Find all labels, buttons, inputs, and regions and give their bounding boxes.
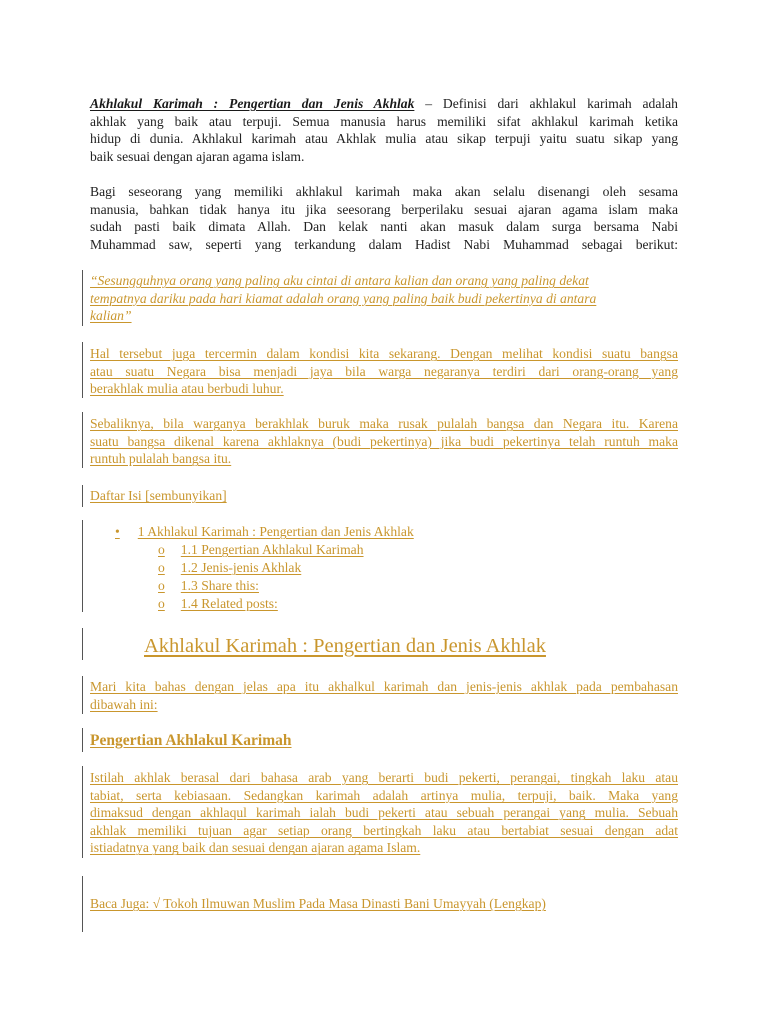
intro-line-3: hidup di dunia. Akhlakul karimah atau Akhlak mulia atau sikap terpuji yaitu suatu sikap yang: [90, 131, 678, 147]
toc-main-item-label[interactable]: 1 Akhlakul Karimah : Pengertian dan Jenis Akhlak: [137, 524, 414, 539]
intro-line-2: akhlak yang baik atau terpuji. Semua manusia harus memiliki sifat akhlakul karimah ketika: [90, 113, 678, 129]
toc-sub-item-label[interactable]: 1.1 Pengertian Akhlakul Karimah: [180, 542, 364, 557]
para3-left-bar: [82, 342, 83, 398]
toc-sub-marker: o: [158, 542, 165, 557]
toc-list-bar: [82, 520, 83, 612]
toc-sub-item-2[interactable]: [158, 559, 301, 577]
quote-line-1[interactable]: “Sesungguhnya orang yang paling aku cintai di antara kalian dan orang yang paling dekat: [90, 273, 589, 288]
toc-sub-marker: o: [158, 578, 165, 593]
paragraph-4[interactable]: [90, 415, 678, 468]
toc-sub-item-1[interactable]: [158, 541, 364, 559]
section-heading[interactable]: Akhlakul Karimah : Pengertian dan Jenis Akhlak: [144, 635, 546, 657]
para6-left-bar: [82, 766, 83, 858]
toc-bullet: •: [115, 524, 120, 539]
p4-line-3[interactable]: runtuh pulalah bangsa itu.: [90, 451, 232, 467]
quote-left-bar: [82, 270, 83, 326]
intro-title: Akhlakul Karimah : Pengertian dan Jenis Akhlak: [90, 96, 415, 111]
toc-sub-item-3[interactable]: [158, 577, 259, 595]
p2-line-3: sudah pasti baik dimata Allah. Dan kelak nanti akan masuk dalam surga bersama Nabi: [90, 219, 678, 235]
p6-line-3[interactable]: dimaksud dengan akhlaqul karimah ialah budi pekerti atau sebuah perangai yang mulia. Sebuah: [90, 805, 678, 821]
toc-header[interactable]: Daftar Isi [sembunyikan]: [90, 488, 227, 503]
subsection-heading[interactable]: Pengertian Akhlakul Karimah: [90, 732, 292, 749]
intro-paragraph: [90, 95, 678, 165]
toc-sub-item-label[interactable]: 1.3 Share this:: [180, 578, 259, 593]
toc-sub-item-4[interactable]: [158, 595, 278, 613]
toc-sub-marker: o: [158, 560, 165, 575]
p6-line-1[interactable]: Istilah akhlak berasal dari bahasa arab yang berarti budi pekerti, perangai, tingkah laku atau: [90, 770, 678, 785]
paragraph-6[interactable]: [90, 769, 678, 857]
p5-line-1[interactable]: Mari kita bahas dengan jelas apa itu akhalkul karimah dan jenis-jenis akhlak pada pembahasan: [90, 679, 678, 694]
para5-left-bar: [82, 676, 83, 714]
p3-line-3[interactable]: berakhlak mulia atau berbudi luhur.: [90, 381, 284, 397]
hadith-quote[interactable]: [90, 272, 678, 325]
baca-juga-link[interactable]: Baca Juga: √ Tokoh Ilmuwan Muslim Pada Masa Dinasti Bani Umayyah (Lengkap): [90, 896, 546, 911]
p2-line-2: manusia, bahkan tidak hanya itu jika seesorang berperilaku sesuai ajaran agama islam maka: [90, 201, 678, 217]
paragraph-5[interactable]: [90, 678, 678, 713]
para4-left-bar: [82, 412, 83, 468]
quote-line-2[interactable]: tempatnya dariku pada hari kiamat adalah orang yang paling baik budi pekertinya di antara: [90, 290, 597, 306]
toc-header-bar: [82, 485, 83, 507]
p4-line-2[interactable]: suatu bangsa dikenal karena akhlaknya (budi pekertinya) jika budi pekertinya telah runtuh maka: [90, 433, 678, 449]
p6-line-2[interactable]: tabiat, serta kebiasaan. Sedangkan karimah adalah artinya mulia, terpuji, baik. Maka yang: [90, 787, 678, 803]
p6-line-4[interactable]: akhlak memiliki tujuan agar setiap orang bertingkah laku atau bertabiat sesuai dengan adat: [90, 822, 678, 838]
p5-line-2[interactable]: dibawah ini:: [90, 696, 158, 712]
p6-line-5[interactable]: istiadatnya yang baik dan sesuai dengan ajaran agama Islam.: [90, 840, 421, 856]
intro-line-1: [90, 95, 678, 113]
paragraph-3[interactable]: [90, 345, 678, 398]
baca-juga-bar: [82, 876, 83, 932]
p2-line-4: Muhammad saw, seperti yang terkandung dalam Hadist Nabi Muhammad sebagai berikut:: [90, 236, 678, 252]
heading3-bar: [82, 728, 83, 752]
intro-dash: –: [414, 96, 433, 111]
heading2-bar: [82, 628, 83, 660]
toc-sub-marker: o: [158, 596, 165, 611]
paragraph-2: [90, 183, 678, 253]
toc-sub-item-label[interactable]: 1.2 Jenis-jenis Akhlak: [180, 560, 302, 575]
quote-line-3[interactable]: kalian”: [90, 308, 132, 324]
toc-sub-item-label[interactable]: 1.4 Related posts:: [180, 596, 278, 611]
intro-line-1-rest: Definisi dari akhlakul karimah adalah: [432, 96, 678, 111]
toc-main-item[interactable]: [115, 523, 414, 541]
intro-line-4: baik sesuai dengan ajaran agama islam.: [90, 148, 305, 164]
p2-line-1: Bagi seseorang yang memiliki akhlakul karimah maka akan selalu disenangi oleh sesama: [90, 184, 678, 199]
p4-line-1[interactable]: Sebaliknya, bila warganya berakhlak buruk maka rusak pulalah bangsa dan Negara itu. Karena: [90, 416, 678, 431]
p3-line-1[interactable]: Hal tersebut juga tercermin dalam kondisi kita sekarang. Dengan melihat kondisi suatu bangsa: [90, 346, 678, 361]
p3-line-2[interactable]: atau suatu Negara bisa menjadi jaya bila warga negaranya terdiri dari orang-orang yang: [90, 363, 678, 379]
